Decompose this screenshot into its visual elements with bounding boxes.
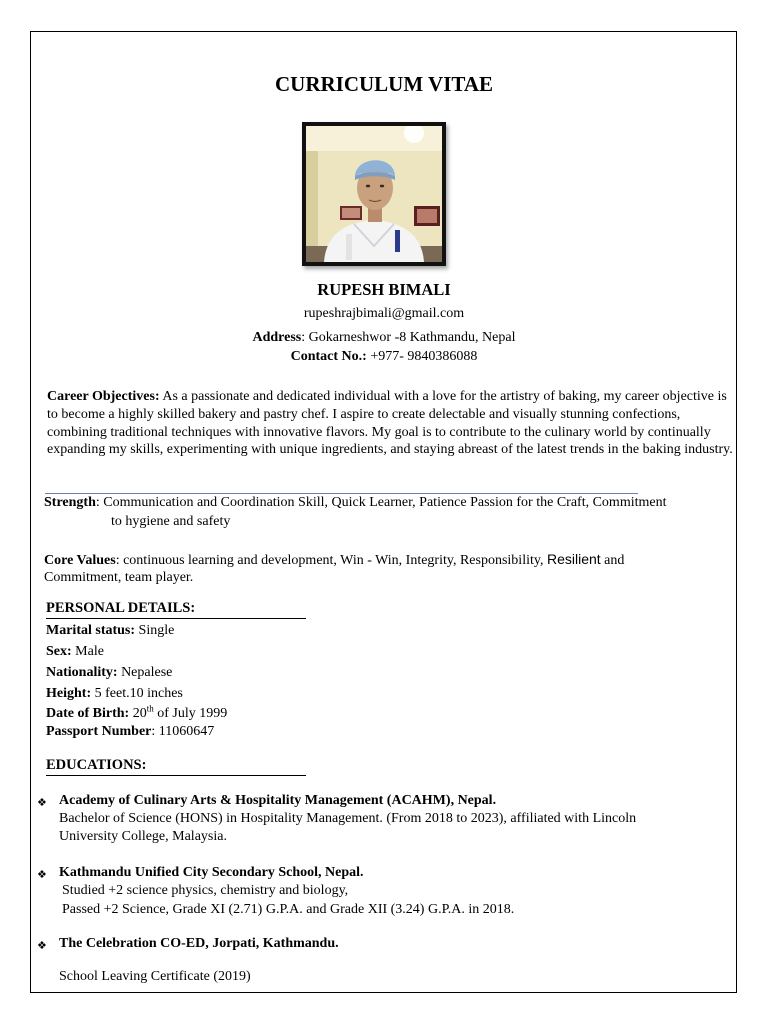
height-value: 5 feet.10 inches <box>91 686 183 701</box>
sex-value: Male <box>71 644 104 659</box>
person-photo-illustration <box>306 126 442 262</box>
personal-details-heading: PERSONAL DETAILS: <box>46 600 306 619</box>
candidate-name: RUPESH BIMALI <box>317 280 451 299</box>
sex-label: Sex: <box>46 644 72 659</box>
strength-line <box>44 495 666 511</box>
strength-line-2: to hygiene and safety <box>111 514 231 529</box>
education-school-1: Academy of Culinary Arts & Hospitality Management (ACAHM), Nepal. <box>59 793 497 808</box>
core-values-text: : continuous learning and development, Win - Win, Integrity, Responsibility, <box>115 553 547 568</box>
strength-text: : Communication and Coordination Skill, Quick Learner, Patience Passion for the Craft, Commitment <box>95 495 667 510</box>
nationality-row <box>46 665 172 681</box>
contact-value: +977- 9840386088 <box>366 349 478 364</box>
height-label: Height: <box>46 686 92 701</box>
height-row <box>46 686 183 702</box>
education-detail-1b: University College, Malaysia. <box>59 829 227 844</box>
date-of-birth-day: 20 <box>129 706 147 721</box>
passport-row <box>46 724 214 740</box>
education-school-3: The Celebration CO-ED, Jorpati, Kathmandu. <box>59 936 339 951</box>
education-detail-1a: Bachelor of Science (HONS) in Hospitality Management. (From 2018 to 2023), affiliated with Lincoln <box>59 811 637 826</box>
contact-line <box>0 349 768 365</box>
strength-label: Strength <box>44 495 96 510</box>
career-objectives-text: As a passionate and dedicated individual with a love for the artistry of baking, my career objective is to become a highly skilled bakery and pastry chef. I aspire to create delectable and visually stunning confections, combining traditional techniques with innovative flavors. My goal is to contribute to the culinary world by continually expanding my skills, experimenting with unique ingredients, and staying abreast of the latest trends in the baking industry. <box>47 389 733 458</box>
educations-heading: EDUCATIONS: <box>46 757 306 776</box>
diamond-bullet-icon: ❖ <box>37 868 47 881</box>
address-value: : Gokarneshwor -8 Kathmandu, Nepal <box>301 330 516 345</box>
marital-status-row <box>46 623 174 639</box>
date-of-birth-label: Date of Birth: <box>46 706 130 721</box>
diamond-bullet-icon: ❖ <box>37 939 47 952</box>
profile-photo <box>302 122 446 266</box>
education-detail-2a: Studied +2 science physics, chemistry and biology, <box>62 883 349 898</box>
date-of-birth-suffix: th <box>146 703 154 714</box>
passport-value: : 11060647 <box>151 724 215 739</box>
date-of-birth-row <box>46 703 228 722</box>
address-label: Address <box>252 330 302 345</box>
contact-label: Contact No.: <box>290 349 367 364</box>
nationality-value: Nepalese <box>117 665 173 680</box>
document-title: CURRICULUM VITAE <box>275 72 493 96</box>
email-address: rupeshrajbimali@gmail.com <box>303 306 465 321</box>
education-school-2: Kathmandu Unified City Secondary School, Nepal. <box>59 865 364 880</box>
core-values-line-2: Commitment, team player. <box>44 570 194 585</box>
core-values-line <box>44 551 624 569</box>
marital-status-value: Single <box>135 623 175 638</box>
career-objectives <box>47 388 737 459</box>
core-values-and: and <box>600 553 625 568</box>
date-of-birth-rest: of July 1999 <box>153 706 228 721</box>
education-detail-3a: School Leaving Certificate (2019) <box>59 969 251 984</box>
diamond-bullet-icon: ❖ <box>37 796 47 809</box>
address-line <box>0 330 768 346</box>
core-values-label: Core Values <box>44 553 116 568</box>
section-divider <box>45 493 638 494</box>
passport-label: Passport Number <box>46 724 152 739</box>
sex-row <box>46 644 104 660</box>
core-values-resilient: Resilient <box>546 551 601 567</box>
nationality-label: Nationality: <box>46 665 118 680</box>
career-objectives-label: Career Objectives: <box>47 389 160 404</box>
education-detail-2b: Passed +2 Science, Grade XI (2.71) G.P.A. and Grade XII (3.24) G.P.A. in 2018. <box>62 902 515 917</box>
marital-status-label: Marital status: <box>46 623 136 638</box>
